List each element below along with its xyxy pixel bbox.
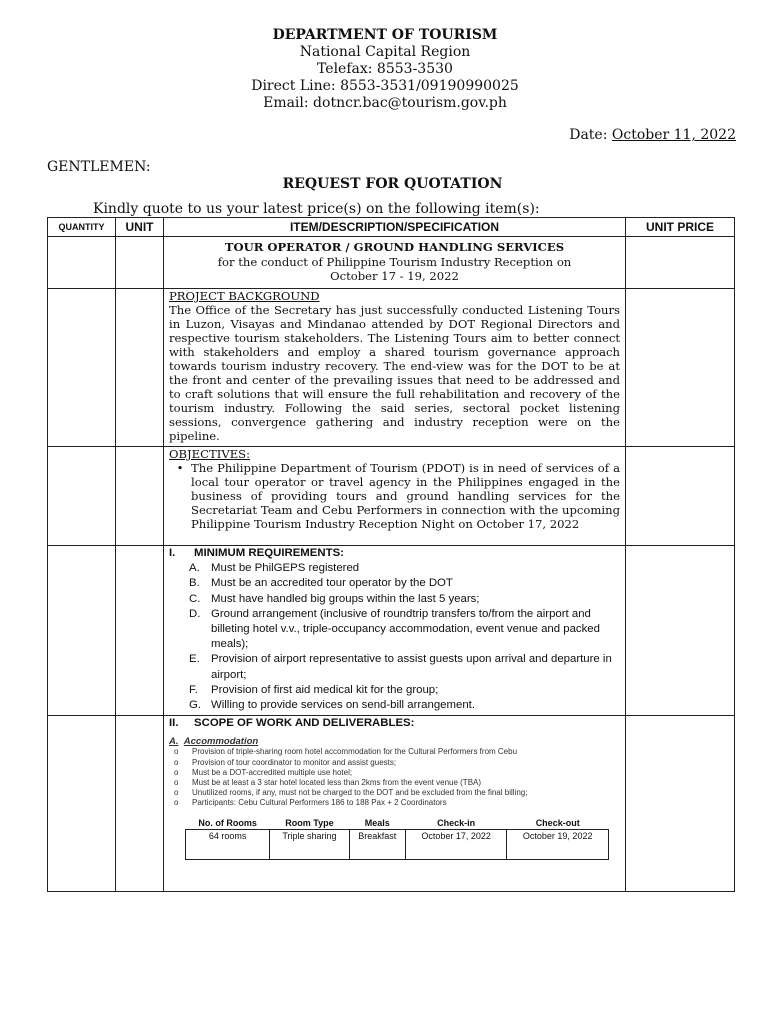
list-item	[164, 698, 625, 713]
rooms-cell: Triple sharing	[270, 829, 349, 842]
unit-cell	[116, 716, 164, 892]
scope-of-work-cell	[164, 716, 626, 892]
table-header-row	[48, 218, 735, 237]
list-item	[164, 788, 625, 798]
service-title: TOUR OPERATOR / GROUND HANDLING SERVICES	[224, 240, 565, 254]
item-text: Must be an accredited tour operator by the DOT	[211, 577, 453, 590]
section-heading	[164, 546, 625, 561]
item-letter: E.	[189, 653, 200, 666]
item-text: Must have handled big groups within the last 5 years;	[211, 592, 480, 605]
item-text: Unutilized rooms, if any, must not be charged to the DOT and be excluded from the final billing;	[192, 788, 528, 798]
objective-text: The Philippine Department of Tourism (PDOT) is in need of services of a local tour operator or travel agency in the Philippines engaged in the business of providing tours and ground handling services for the Secretariat Team and Cebu Performers in connection with the upcoming Philippine Tourism Industry Reception Night on October 17, 2022	[191, 461, 620, 531]
section-number: II.	[169, 717, 179, 729]
bullet-icon: o	[174, 778, 179, 788]
rooms-header: Check-in	[405, 817, 507, 830]
section-heading	[164, 716, 625, 731]
intro-text: Kindly quote to us your latest price(s) on the following item(s):	[93, 201, 540, 217]
rooms-header: Meals	[349, 817, 405, 830]
rooms-cell: October 17, 2022	[405, 829, 507, 842]
list-item	[164, 747, 625, 757]
item-text: Provision of first aid medical kit for the group;	[211, 683, 439, 696]
section-number: I.	[169, 547, 176, 559]
item-letter: F.	[189, 683, 198, 696]
telefax: Telefax: 8553-3530	[317, 61, 453, 77]
list-item	[164, 592, 625, 607]
background-heading: PROJECT BACKGROUND	[169, 289, 320, 303]
document-date	[569, 127, 736, 143]
date-label: Date:	[569, 127, 612, 143]
bullet-icon: o	[174, 788, 179, 798]
rooms-cell	[186, 842, 270, 860]
unit-cell	[116, 546, 164, 716]
header-item: ITEM/DESCRIPTION/SPECIFICATION	[164, 218, 626, 237]
email: Email: dotncr.bac@tourism.gov.ph	[263, 95, 507, 111]
unit-price-cell	[626, 716, 735, 892]
objectives-heading: OBJECTIVES:	[169, 447, 251, 461]
rooms-cell: Breakfast	[349, 829, 405, 842]
bullet-icon: o	[174, 767, 179, 777]
service-line-2: October 17 - 19, 2022	[330, 269, 459, 283]
rooms-header-row	[186, 817, 609, 830]
letterhead	[0, 27, 770, 112]
rooms-cell: 64 rooms	[186, 829, 270, 842]
item-text: Willing to provide services on send-bill arrangement.	[211, 699, 476, 712]
bullet-icon: •	[176, 461, 184, 475]
item-letter: A.	[189, 562, 200, 575]
item-text: Provision of triple-sharing room hotel accommodation for the Cultural Performers from Cebu	[192, 747, 518, 757]
item-text: Provision of tour coordinator to monitor and assist guests;	[192, 757, 397, 767]
table-row	[48, 716, 735, 892]
service-line-1: for the conduct of Philippine Tourism Industry Reception on	[217, 254, 572, 269]
list-item	[164, 758, 625, 768]
item-text: Provision of airport representative to assist guests upon arrival and departure in airport;	[211, 653, 612, 681]
item-letter: B.	[189, 577, 200, 590]
unit-cell	[116, 447, 164, 546]
date-value: October 11, 2022	[611, 127, 736, 143]
item-text: Must be a DOT-accredited multiple use hotel;	[192, 767, 353, 777]
direct-line: Direct Line: 8553-3531/09190990025	[251, 78, 519, 94]
unit-cell	[116, 289, 164, 447]
rooms-header: Check-out	[507, 817, 609, 830]
list-item	[164, 652, 625, 682]
project-background-cell	[164, 289, 626, 447]
rooms-cell	[405, 842, 507, 860]
bullet-icon: o	[174, 747, 179, 757]
table-row	[48, 237, 735, 289]
list-item	[164, 683, 625, 698]
rooms-cell: October 19, 2022	[507, 829, 609, 842]
unit-price-cell	[626, 237, 735, 289]
quantity-cell	[48, 289, 116, 447]
accommodation-heading	[164, 737, 625, 747]
item-text: Ground arrangement (inclusive of roundtrip transfers to/from the airport and billeting hotel v.v., triple-occupancy accommodation, event venue and packed meals);	[211, 607, 600, 651]
unit-price-cell	[626, 546, 735, 716]
department-name: DEPARTMENT OF TOURISM	[272, 27, 498, 43]
section-title: SCOPE OF WORK AND DELIVERABLES:	[194, 717, 415, 729]
rooms-header: No. of Rooms	[186, 817, 270, 830]
header-unit-price: UNIT PRICE	[626, 218, 735, 237]
quantity-cell	[48, 237, 116, 289]
bullet-icon: o	[174, 798, 179, 808]
item-letter: D.	[189, 607, 201, 620]
rooms-table	[185, 817, 609, 861]
section-title: MINIMUM REQUIREMENTS:	[194, 547, 344, 559]
background-text: The Office of the Secretary has just successfully conducted Listening Tours in Luzon, Visayas and Mindanao attended by DOT Regional Directors and respective tourism stakeholders. The Listening Tours aim to better connect with stakeholders and employ a shared tourism governance approach towards tourism industry recovery. The end-view was for the DOT to be at the front and center of the prevailing issues that need to be addressed and to craft solutions that will ensure the full rehabilitation and recovery of the tourism industry. Following the said series, sectoral pocket listening sessions, convergence gathering and industry reception were on the pipeline.	[169, 303, 620, 443]
objectives-cell	[164, 447, 626, 546]
service-title-cell	[164, 237, 626, 289]
rooms-cell	[270, 842, 349, 860]
quantity-cell	[48, 716, 116, 892]
minimum-requirements-cell	[164, 546, 626, 716]
list-item	[164, 561, 625, 576]
list-item	[164, 607, 625, 653]
item-letter: G.	[189, 699, 202, 712]
unit-cell	[116, 237, 164, 289]
header-quantity: QUANTITY	[48, 218, 116, 237]
rooms-cell	[349, 842, 405, 860]
list-item	[169, 461, 620, 531]
item-text: Must be at least a 3 star hotel located less than 2kms from the event venue (TBA)	[192, 778, 482, 788]
rooms-cell	[507, 842, 609, 860]
list-item	[164, 778, 625, 788]
table-row	[48, 546, 735, 716]
list-item	[164, 576, 625, 591]
quantity-cell	[48, 546, 116, 716]
salutation: GENTLEMEN:	[47, 159, 151, 175]
table-row	[186, 829, 609, 842]
header-unit: UNIT	[116, 218, 164, 237]
list-item	[164, 798, 625, 808]
table-row	[48, 447, 735, 546]
item-text: Must be PhilGEPS registered	[211, 562, 360, 575]
accommodation-letter: A.	[169, 736, 179, 748]
accommodation-title: Accommodation	[183, 736, 259, 748]
unit-price-cell	[626, 289, 735, 447]
quotation-table	[47, 217, 735, 892]
list-item	[164, 768, 625, 778]
document-title: REQUEST FOR QUOTATION	[282, 176, 503, 192]
quantity-cell	[48, 447, 116, 546]
item-text: Participants: Cebu Cultural Performers 186 to 188 Pax + 2 Coordinators	[192, 798, 447, 808]
item-letter: C.	[189, 592, 201, 605]
region-name: National Capital Region	[299, 44, 471, 60]
rooms-header: Room Type	[270, 817, 349, 830]
table-row	[186, 842, 609, 860]
unit-price-cell	[626, 447, 735, 546]
table-row	[48, 289, 735, 447]
bullet-icon: o	[174, 757, 179, 767]
